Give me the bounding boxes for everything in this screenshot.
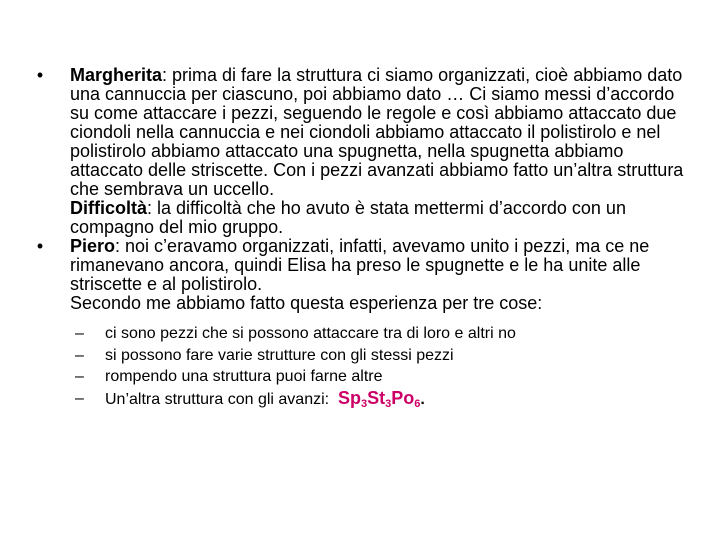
bullet-margherita: [30, 66, 690, 237]
formula-subscript: 6: [414, 397, 421, 410]
piero-name: Piero: [70, 236, 116, 256]
formula-base: St: [367, 387, 386, 408]
difficulty-label: Difficoltà: [70, 198, 148, 218]
sub-item: [75, 366, 690, 388]
sub-item: [75, 345, 690, 367]
bullet-marker: •: [36, 236, 44, 256]
dash-marker: –: [75, 389, 84, 407]
difficulty-text: : la difficoltà che ho avuto è stata mettermi d’accordo con un compagno del mio gruppo.: [70, 198, 626, 237]
margherita-paragraph: [70, 66, 690, 199]
formula-subscript: 3: [385, 397, 392, 410]
formula-base: Sp: [338, 387, 362, 408]
sub-item-text: Un’altra struttura con gli avanzi:: [105, 390, 338, 408]
sub-item: [75, 388, 690, 411]
formula: [338, 388, 420, 408]
sub-item-text: si possono fare varie strutture con gli stessi pezzi: [105, 346, 454, 364]
bullet-list: [30, 66, 690, 410]
formula-subscript: 3: [361, 397, 368, 410]
dash-marker: –: [75, 368, 84, 385]
formula-period: .: [420, 390, 425, 408]
margherita-text: : prima di fare la struttura ci siamo organizzati, cioè abbiamo dato una cannuccia per ciascuno, poi abbiamo dato … Ci siamo messi d’accordo su come attaccare i pezzi, seguendo le regole e così abbiamo attaccato due ciondoli nella cannuccia e nei ciondoli abbiamo attaccato il polistirolo e nel polistirolo abbiamo attaccato una spugnetta, nella spugnetta abbiamo attaccato delle striscette. Con i pezzi avanzati abbiamo fatto un’altra struttura che sembrava un uccello.: [70, 65, 684, 199]
formula-base: Po: [391, 387, 415, 408]
difficulty-paragraph: [70, 199, 690, 237]
sub-item-text: rompendo una struttura puoi farne altre: [105, 368, 383, 385]
piero-text: : noi c’eravamo organizzati, infatti, avevamo unito i pezzi, ma ce ne rimanevano ancora, quindi Elisa ha preso le spugnette e le ha unite alle striscette e al polistirolo.: [70, 236, 650, 294]
bullet-marker: •: [36, 65, 44, 85]
bullet-piero: [30, 237, 690, 410]
dash-marker: –: [75, 325, 84, 342]
sub-list: [70, 323, 690, 410]
dash-marker: –: [75, 346, 84, 364]
sub-item-text: ci sono pezzi che si possono attaccare tra di loro e altri no: [105, 325, 516, 342]
piero-intro: Secondo me abbiamo fatto questa esperienza per tre cose:: [70, 293, 543, 313]
sub-item: [75, 323, 690, 345]
margherita-name: Margherita: [70, 65, 163, 85]
piero-paragraph: [70, 237, 690, 294]
